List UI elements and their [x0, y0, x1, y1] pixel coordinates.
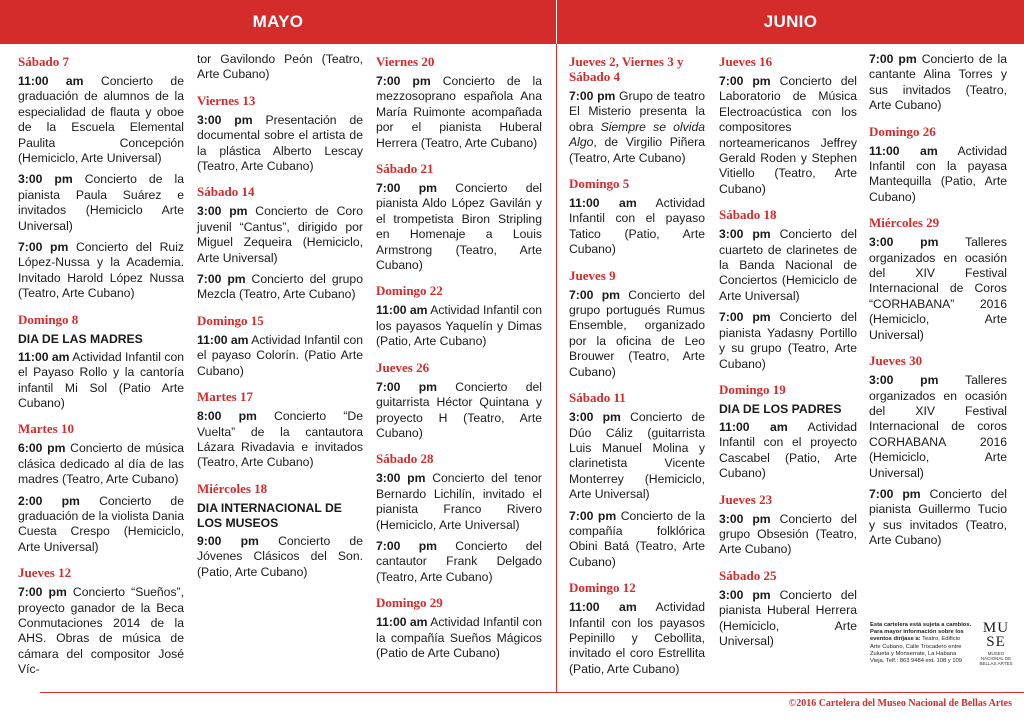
day-heading: Jueves 2, Viernes 3 y Sábado 4 [569, 54, 684, 84]
event-time: 3:00 pm [719, 227, 771, 242]
event-time: 3:00 pm [18, 172, 73, 187]
event-time: 11:00 am [719, 419, 788, 434]
event-item [376, 303, 542, 349]
event-text: Actividad Infantil con el Payaso Rollo y la cantoría infantil Mi Sol (Patio Arte Cubano) [18, 349, 184, 410]
event-text: Concierto del tenor Bernardo Lichilín, invitado el pianista Franco Rivero (Hemiciclo, Arte Universal) [376, 471, 542, 532]
museum-logo [976, 621, 1016, 687]
event-text: Concierto de la cantante Alina Torres y sus invitados (Teatro, Arte Cubano) [869, 52, 1007, 113]
event-item [719, 420, 857, 482]
footer-credit: ©2016 Cartelera del Museo Nacional de Bellas Artes [788, 698, 1012, 709]
month-header-mayo: MAYO [0, 0, 556, 44]
day-heading: Viernes 20 [376, 54, 435, 69]
event-item [569, 288, 705, 380]
event-text: Talleres organizados en ocasión del XIV Festival Internacional de coros CORHABANA 2016 (Hemiciclo, Arte Universal) [869, 373, 1007, 480]
event-item [869, 144, 1007, 206]
event-item [18, 441, 184, 487]
day-heading: Sábado 7 [18, 54, 69, 69]
event-text: Actividad Infantil con el payaso Colorín. (Patio Arte Cubano) [197, 332, 363, 378]
event-time: 6:00 pm [18, 441, 66, 456]
event-time: 7:00 pm [376, 74, 431, 88]
event-time: 11:00 am [18, 74, 84, 88]
column-6 [869, 52, 1007, 555]
event-item [18, 74, 184, 166]
event-continuation: tor Gavilondo Peón (Teatro, Arte Cubano) [197, 52, 363, 82]
event-item [376, 380, 542, 442]
event-item [569, 410, 705, 502]
day-heading: Martes 10 [18, 421, 74, 437]
day-heading: Jueves 12 [18, 565, 72, 581]
event-item [18, 350, 184, 412]
event-item [197, 333, 363, 379]
event-text: Concierto del pianista Huberal Herrera (Hemiciclo, Arte Universal) [719, 587, 857, 648]
day-heading: Jueves 16 [719, 54, 773, 69]
day-heading: Jueves 23 [719, 491, 773, 507]
event-text: Actividad Infantil con el proyecto Cascabel (Patio, Arte Cubano) [719, 419, 858, 481]
event-text: Concierto del Ruiz López-Nussa y la Academia. Invitado Harold López Nussa (Teatro, Arte Cubano) [18, 240, 185, 301]
event-text: Concierto de graduación de alumnos de la especialidad de flauta y oboe de la Escuela Elemental Paulita Concepción (Hemiciclo, Arte Universal) [18, 74, 184, 166]
event-text: Concierto del grupo portugués Rumus Ensemble, organizado por la oficina de Leo Brouwer (Teatro, Arte Cubano) [569, 287, 706, 379]
day-heading: Jueves 26 [376, 359, 430, 375]
info-note-bold: Esta cartelera está sujeta a cambios. Para mayor información sobre los eventos diríjase a: [870, 622, 972, 643]
logo-line-1: MU [982, 620, 1010, 636]
event-time: 7:00 pm [869, 486, 921, 501]
event-text: Actividad Infantil con el payaso Tatico (Patio, Arte Cubano) [569, 196, 706, 257]
day-heading: Sábado 28 [376, 451, 434, 467]
event-item [869, 373, 1007, 481]
event-item [569, 600, 705, 677]
event-text: Concierto del guitarrista Héctor Quintana y proyecto H (Teatro, Arte Cubano) [376, 379, 543, 440]
event-title-italic: Siempre se olvida Algo [569, 119, 705, 150]
event-time: 3:00 pm [197, 204, 248, 219]
event-text: Concierto del grupo Mezcla (Teatro, Arte Cubano) [197, 272, 363, 302]
column-5 [719, 52, 857, 655]
event-time: 7:00 pm [376, 538, 437, 553]
event-time: 7:00 pm [869, 52, 917, 66]
event-text: Concierto de la compañía folklórica Obini Batá (Teatro, Arte Cubano) [569, 508, 705, 569]
event-item [869, 487, 1007, 549]
event-item [719, 310, 857, 372]
event-item [197, 204, 363, 266]
event-time: 11:00 am [569, 600, 637, 615]
event-item [569, 89, 705, 166]
day-subtitle: DIA INTERNACIONAL DE LOS MUSEOS [197, 500, 342, 530]
day-heading: Domingo 15 [197, 312, 264, 328]
event-time: 7:00 pm [569, 508, 617, 523]
day-heading: Domingo 26 [869, 123, 936, 139]
event-item [376, 539, 542, 585]
event-time: 8:00 pm [197, 409, 257, 424]
event-item [18, 494, 184, 556]
event-text: Concierto “De Vuelta” de la cantautora Lázara Rivadavia e invitados (Teatro, Arte Cubano) [197, 409, 364, 470]
day-heading: Jueves 9 [569, 267, 616, 283]
event-item [719, 512, 857, 558]
event-time: 7:00 pm [18, 585, 67, 600]
event-text: Concierto del pianista Guillermo Tucio y sus invitados (Teatro, Arte Cubano) [869, 486, 1007, 548]
event-text: Concierto de la pianista Paula Suárez e invitados (Hemiciclo Arte Universal) [18, 172, 184, 233]
event-item [18, 585, 184, 677]
event-time: 3:00 pm [719, 511, 771, 526]
event-item [376, 615, 542, 661]
day-heading: Miércoles 29 [869, 215, 940, 231]
day-heading: Domingo 22 [376, 283, 443, 299]
event-text: Concierto de Coro juvenil “Cantus”, dirigido por Miguel Zequeira (Hemiciclo, Arte Universal) [197, 204, 364, 265]
event-time: 2:00 pm [18, 493, 80, 508]
event-item [869, 235, 1007, 343]
event-time: 3:00 pm [569, 410, 621, 425]
event-time: 11:00 am [376, 615, 428, 630]
day-heading: Domingo 8 [18, 311, 79, 327]
day-heading: Sábado 14 [197, 184, 255, 200]
event-time: 9:00 pm [197, 533, 259, 548]
day-heading: Sábado 21 [376, 161, 434, 177]
logo-line-2: SE [986, 634, 1006, 650]
event-time: 3:00 pm [869, 373, 939, 388]
event-time: 3:00 pm [376, 471, 426, 486]
month-divider [556, 44, 557, 692]
event-text: Concierto de Dúo Cáliz (guitarrista Luis Manuel Molina y clarinetista Vicente Monterrey (Hemiciclo, Arte Universal) [569, 410, 705, 502]
event-time: 7:00 pm [719, 74, 771, 88]
event-text: Presentación de documental sobre el artista de la plástica Alberto Lescay (Teatro, Arte Cubano) [197, 112, 364, 174]
event-text: Talleres organizados en ocasión del XIV Festival Internacional de Coros “CORHABANA” 2016 (Hemiciclo, Arte Universal) [869, 235, 1007, 342]
event-item [197, 409, 363, 471]
event-text: Concierto del cuarteto de clarinetes de la Banda Nacional de Conciertos (Hemiciclo de Arte Universal) [719, 227, 857, 303]
event-time: 7:00 pm [719, 310, 771, 325]
event-text: Concierto de graduación de la violista Dania Cuesta Crespo (Hemiciclo, Arte Universal) [18, 493, 184, 554]
event-text: Concierto del pianista Aldo López Gavilán y el trompetista Biron Stripling en Homenaje a Louis Armstrong (Teatro, Arte Cubano) [376, 181, 543, 273]
event-item [197, 113, 363, 175]
day-heading: Domingo 29 [376, 595, 443, 611]
event-time: 7:00 pm [376, 379, 437, 394]
event-item [869, 52, 1007, 114]
event-item [376, 181, 542, 273]
day-heading: Jueves 30 [869, 353, 923, 369]
event-text: Concierto de música clásica dedicado al día de las madres (Teatro, Arte Cubano) [18, 441, 185, 487]
day-heading: Miércoles 18 [197, 480, 268, 496]
event-item [18, 240, 184, 302]
event-item [376, 471, 542, 533]
event-time: 11:00 am [376, 303, 428, 318]
event-item [18, 172, 184, 234]
day-heading: Domingo 19 [719, 381, 786, 397]
event-time: 7:00 pm [197, 272, 246, 287]
event-text-after: , de Virgilio Piñera (Teatro, Arte Cubano) [569, 135, 705, 165]
event-text: Actividad Infantil con la payasa Mantequilla (Patio, Arte Cubano) [869, 143, 1008, 204]
month-header-junio: JUNIO [557, 0, 1024, 44]
day-subtitle: DIA DE LOS PADRES [719, 401, 842, 416]
logo-subtitle: MUSEO NACIONAL DE BELLAS ARTES [979, 651, 1013, 666]
event-time: 7:00 pm [569, 287, 620, 302]
event-item [197, 272, 363, 303]
day-heading: Sábado 25 [719, 567, 777, 583]
event-text: Concierto del pianista Yadasny Portillo y su grupo (Teatro, Arte Cubano) [719, 310, 857, 371]
column-1 [18, 52, 184, 684]
event-item [197, 534, 363, 580]
event-text: Concierto de Jóvenes Clásicos del Son. (Patio, Arte Cubano) [197, 533, 363, 579]
event-text: Actividad Infantil con la compañía Sueños Mágicos (Patio de Arte Cubano) [376, 615, 542, 660]
event-time: 3:00 pm [869, 235, 939, 250]
day-heading: Domingo 5 [569, 176, 630, 192]
day-heading: Viernes 13 [197, 92, 256, 108]
event-text: Concierto del Laboratorio de Música Electroacústica con los compositores norteamericanos Jeffrey Gerald Roden y Stephen Vitiello (Teatro, Arte Cubano) [719, 74, 857, 196]
event-text: Concierto de la mezzosoprano española Ana María Ruimonte acompañada por el pianista Huberal Herrera (Teatro, Arte Cubano) [376, 74, 542, 150]
event-time: 7:00 pm [18, 240, 69, 255]
info-note-text: Teatro, Edificio Arte Cubano, Calle Trocadero entre Zulueta y Monserrate, La Habana Vieja. Telf.: 863 9484 ext. 108 y 109 [870, 636, 962, 665]
event-text: Concierto del cantautor Frank Delgado (Teatro, Arte Cubano) [376, 538, 543, 584]
event-text: Concierto del grupo Obsesión (Teatro, Arte Cubano) [719, 511, 857, 557]
day-heading: Domingo 12 [569, 580, 636, 596]
event-text: Grupo de teatro El Misterio presenta la obra [569, 89, 705, 134]
event-time: 7:00 pm [569, 89, 616, 103]
event-time: 3:00 pm [719, 587, 771, 602]
event-item [719, 588, 857, 650]
event-time: 7:00 pm [376, 181, 437, 196]
event-item [376, 74, 542, 151]
event-item [569, 509, 705, 571]
footer-rule [40, 692, 1024, 693]
column-2 [197, 52, 363, 586]
event-item [719, 227, 857, 304]
event-time: 11:00 am [569, 196, 637, 211]
event-text: Actividad Infantil con los payasos Pepinillo y Cebollita, invitado el coro Estrellita (Patio, Arte Cubano) [569, 600, 706, 676]
day-heading: Sábado 18 [719, 207, 777, 223]
day-heading: Sábado 11 [569, 390, 626, 406]
day-subtitle: DIA DE LAS MADRES [18, 331, 143, 346]
event-time: 11:00 am [18, 349, 70, 364]
event-time: 11:00 am [869, 143, 938, 158]
event-item [719, 74, 857, 197]
event-time: 3:00 pm [197, 112, 253, 127]
event-text: Concierto “Sueños”, proyecto ganador de la Beca Conmutaciones 2014 de la AHS. Obras de música de cámara del compositor José Víc- [18, 585, 184, 677]
day-heading: Martes 17 [197, 389, 253, 405]
column-3 [376, 52, 542, 667]
info-note [870, 622, 972, 665]
event-text: Actividad Infantil con los payasos Yaquelín y Dimas (Patio, Arte Cubano) [376, 303, 542, 349]
event-time: 11:00 am [197, 332, 249, 347]
column-4 [569, 52, 705, 683]
event-item [569, 196, 705, 258]
